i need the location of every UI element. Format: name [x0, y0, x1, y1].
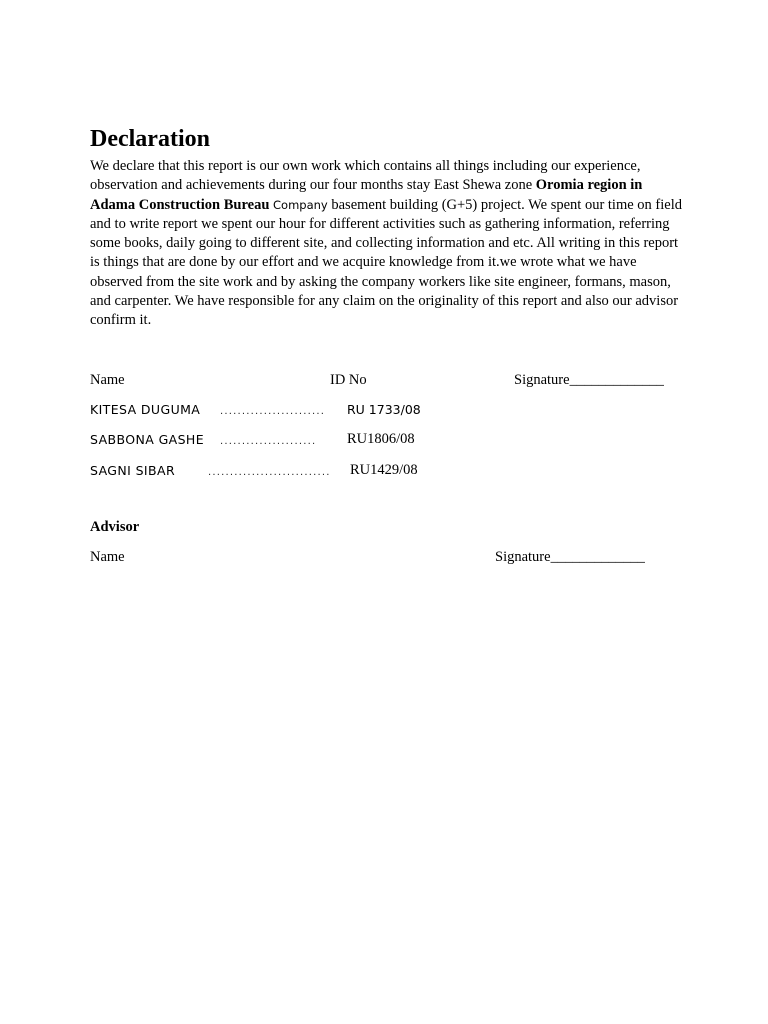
id-column-header: ID No [330, 372, 367, 388]
advisor-heading: Advisor [90, 519, 140, 535]
page-title: Declaration [90, 126, 210, 152]
student-id: RU 1733/08 [347, 402, 421, 417]
student-name: SAGNI SIBAR [90, 463, 176, 478]
student-id: RU1429/08 [350, 462, 418, 478]
company-word: Company [273, 197, 328, 212]
advisor-name-label: Name [90, 549, 125, 565]
student-name: SABBONA GASHE [90, 432, 205, 447]
name-column-header: Name [90, 372, 125, 388]
signature-column-header: Signature_____________ [514, 372, 664, 388]
dot-leader: ........................ [220, 406, 326, 417]
dot-leader: ............................ [208, 467, 331, 478]
declaration-text-part-2: basement building (G+5) project. We spent our time on field and to write report we spent our hour for different activities such as gathering information, referring some books, daily going to different site, and collecting information and etc. All writing in this report is things that are done by our effort and we acquire knowledge from it.we wrote what we have observed from the site work and by asking the company workers like site engineer, formans, mason, and carpenter. We have responsible for any claim on the originality of this report and also our advisor confirm it. [90, 196, 682, 329]
declaration-paragraph [90, 157, 690, 331]
declaration-text-part-1: We declare that this report is our own work which contains all things including our experience, observation and achievements during our four months stay East Shewa zone [90, 158, 641, 194]
student-name: KITESA DUGUMA [90, 402, 201, 417]
declaration-bold-text: Oromia region in Adama Construction Bureau [90, 177, 643, 213]
dot-leader: ...................... [220, 436, 317, 447]
student-id: RU1806/08 [347, 431, 415, 447]
advisor-signature-line: Signature_____________ [495, 549, 645, 565]
